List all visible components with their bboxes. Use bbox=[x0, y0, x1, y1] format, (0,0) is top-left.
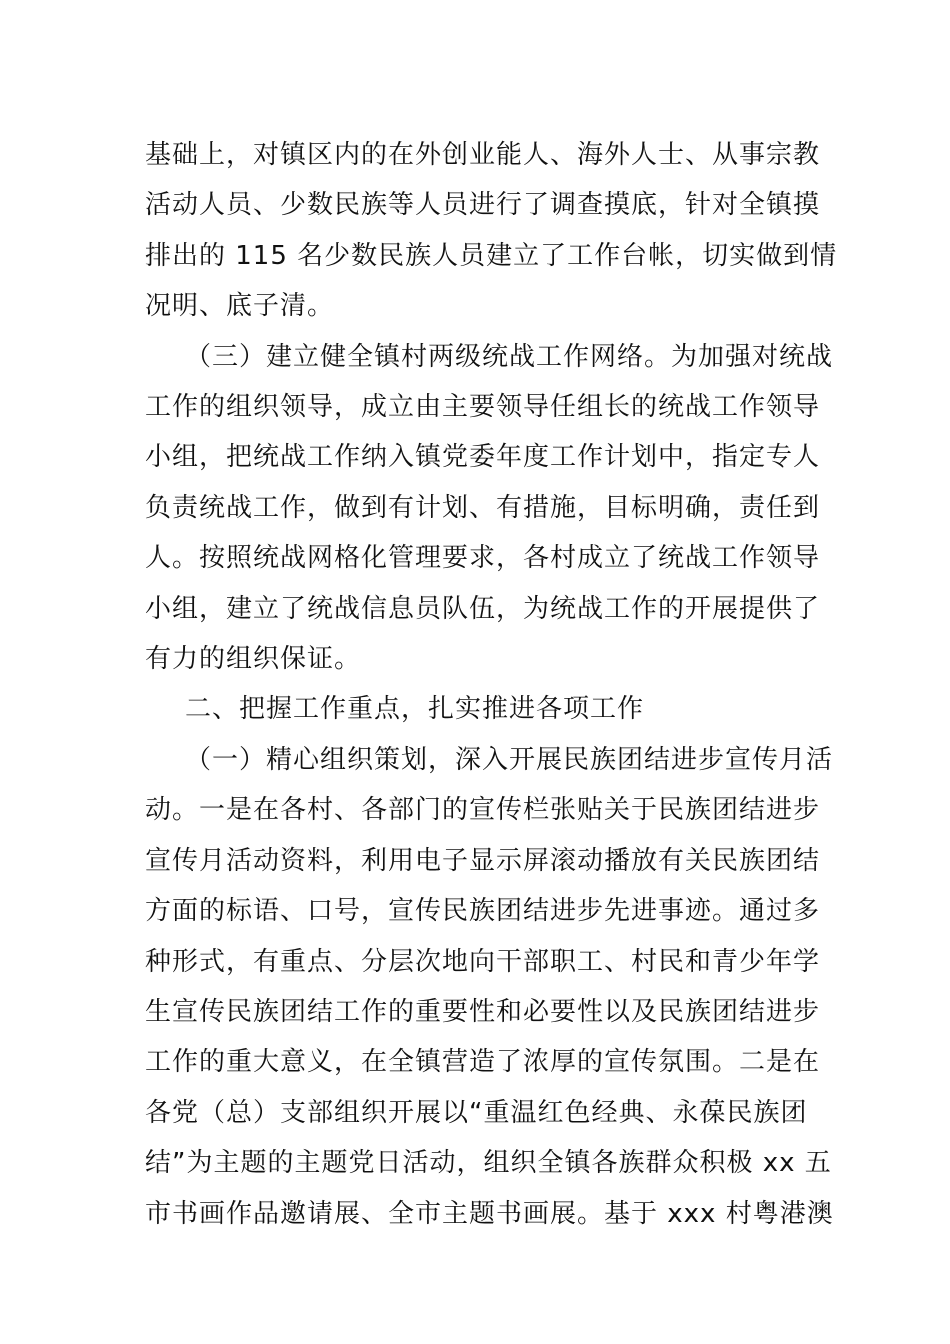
paragraph-subsection-1 bbox=[145, 735, 834, 1239]
paragraph-continuation bbox=[145, 130, 838, 332]
text-line: 有力的组织保证。 bbox=[145, 644, 362, 675]
text-line: 方面的标语、口号，宣传民族团结进步先进事迹。通过多 bbox=[145, 896, 821, 927]
heading-section-2 bbox=[145, 684, 810, 734]
text-line: 宣传月活动资料，利用电子显示屏滚动播放有关民族团结 bbox=[145, 845, 821, 876]
text-line: 动。一是在各村、各部门的宣传栏张贴关于民族团结进步 bbox=[145, 795, 821, 826]
text-line: 小组，把统战工作纳入镇党委年度工作计划中，指定专人 bbox=[145, 442, 821, 473]
text-line: 种形式，有重点、分层次地向干部职工、村民和青少年学 bbox=[145, 946, 821, 977]
text-line: 各党（总）支部组织开展以“重温红色经典、永葆民族团 bbox=[145, 1097, 808, 1128]
text-line: 人。按照统战网格化管理要求，各村成立了统战工作领导 bbox=[145, 543, 821, 574]
heading-text: 二、把握工作重点，扎实推进各项工作 bbox=[185, 694, 645, 725]
paragraph-section-3 bbox=[145, 332, 834, 685]
text-line: 负责统战工作，做到有计划、有措施，目标明确，责任到 bbox=[145, 492, 821, 523]
text-line: 结”为主题的主题党日活动，组织全镇各族群众积极 xx 五 bbox=[145, 1148, 832, 1179]
text-line: 工作的重大意义，在全镇营造了浓厚的宣传氛围。二是在 bbox=[145, 1047, 821, 1078]
text-line: 排出的 115 名少数民族人员建立了工作台帐，切实做到情 bbox=[145, 240, 838, 271]
text-line: 工作的组织领导，成立由主要领导任组长的统战工作领导 bbox=[145, 392, 821, 423]
text-line: 市书画作品邀请展、全市主题书画展。基于 xxx 村粤港澳 bbox=[145, 1198, 834, 1229]
document-page bbox=[145, 130, 838, 1239]
text-line: 况明、底子清。 bbox=[145, 291, 335, 322]
text-line: 活动人员、少数民族等人员进行了调查摸底，针对全镇摸 bbox=[145, 190, 821, 221]
text-line: 小组，建立了统战信息员队伍，为统战工作的开展提供了 bbox=[145, 593, 821, 624]
text-line: （一）精心组织策划，深入开展民族团结进步宣传月活 bbox=[185, 744, 834, 775]
text-line: （三）建立健全镇村两级统战工作网络。为加强对统战 bbox=[185, 341, 834, 372]
text-line: 基础上，对镇区内的在外创业能人、海外人士、从事宗教 bbox=[145, 140, 821, 170]
text-line: 生宣传民族团结工作的重要性和必要性以及民族团结进步 bbox=[145, 996, 821, 1027]
